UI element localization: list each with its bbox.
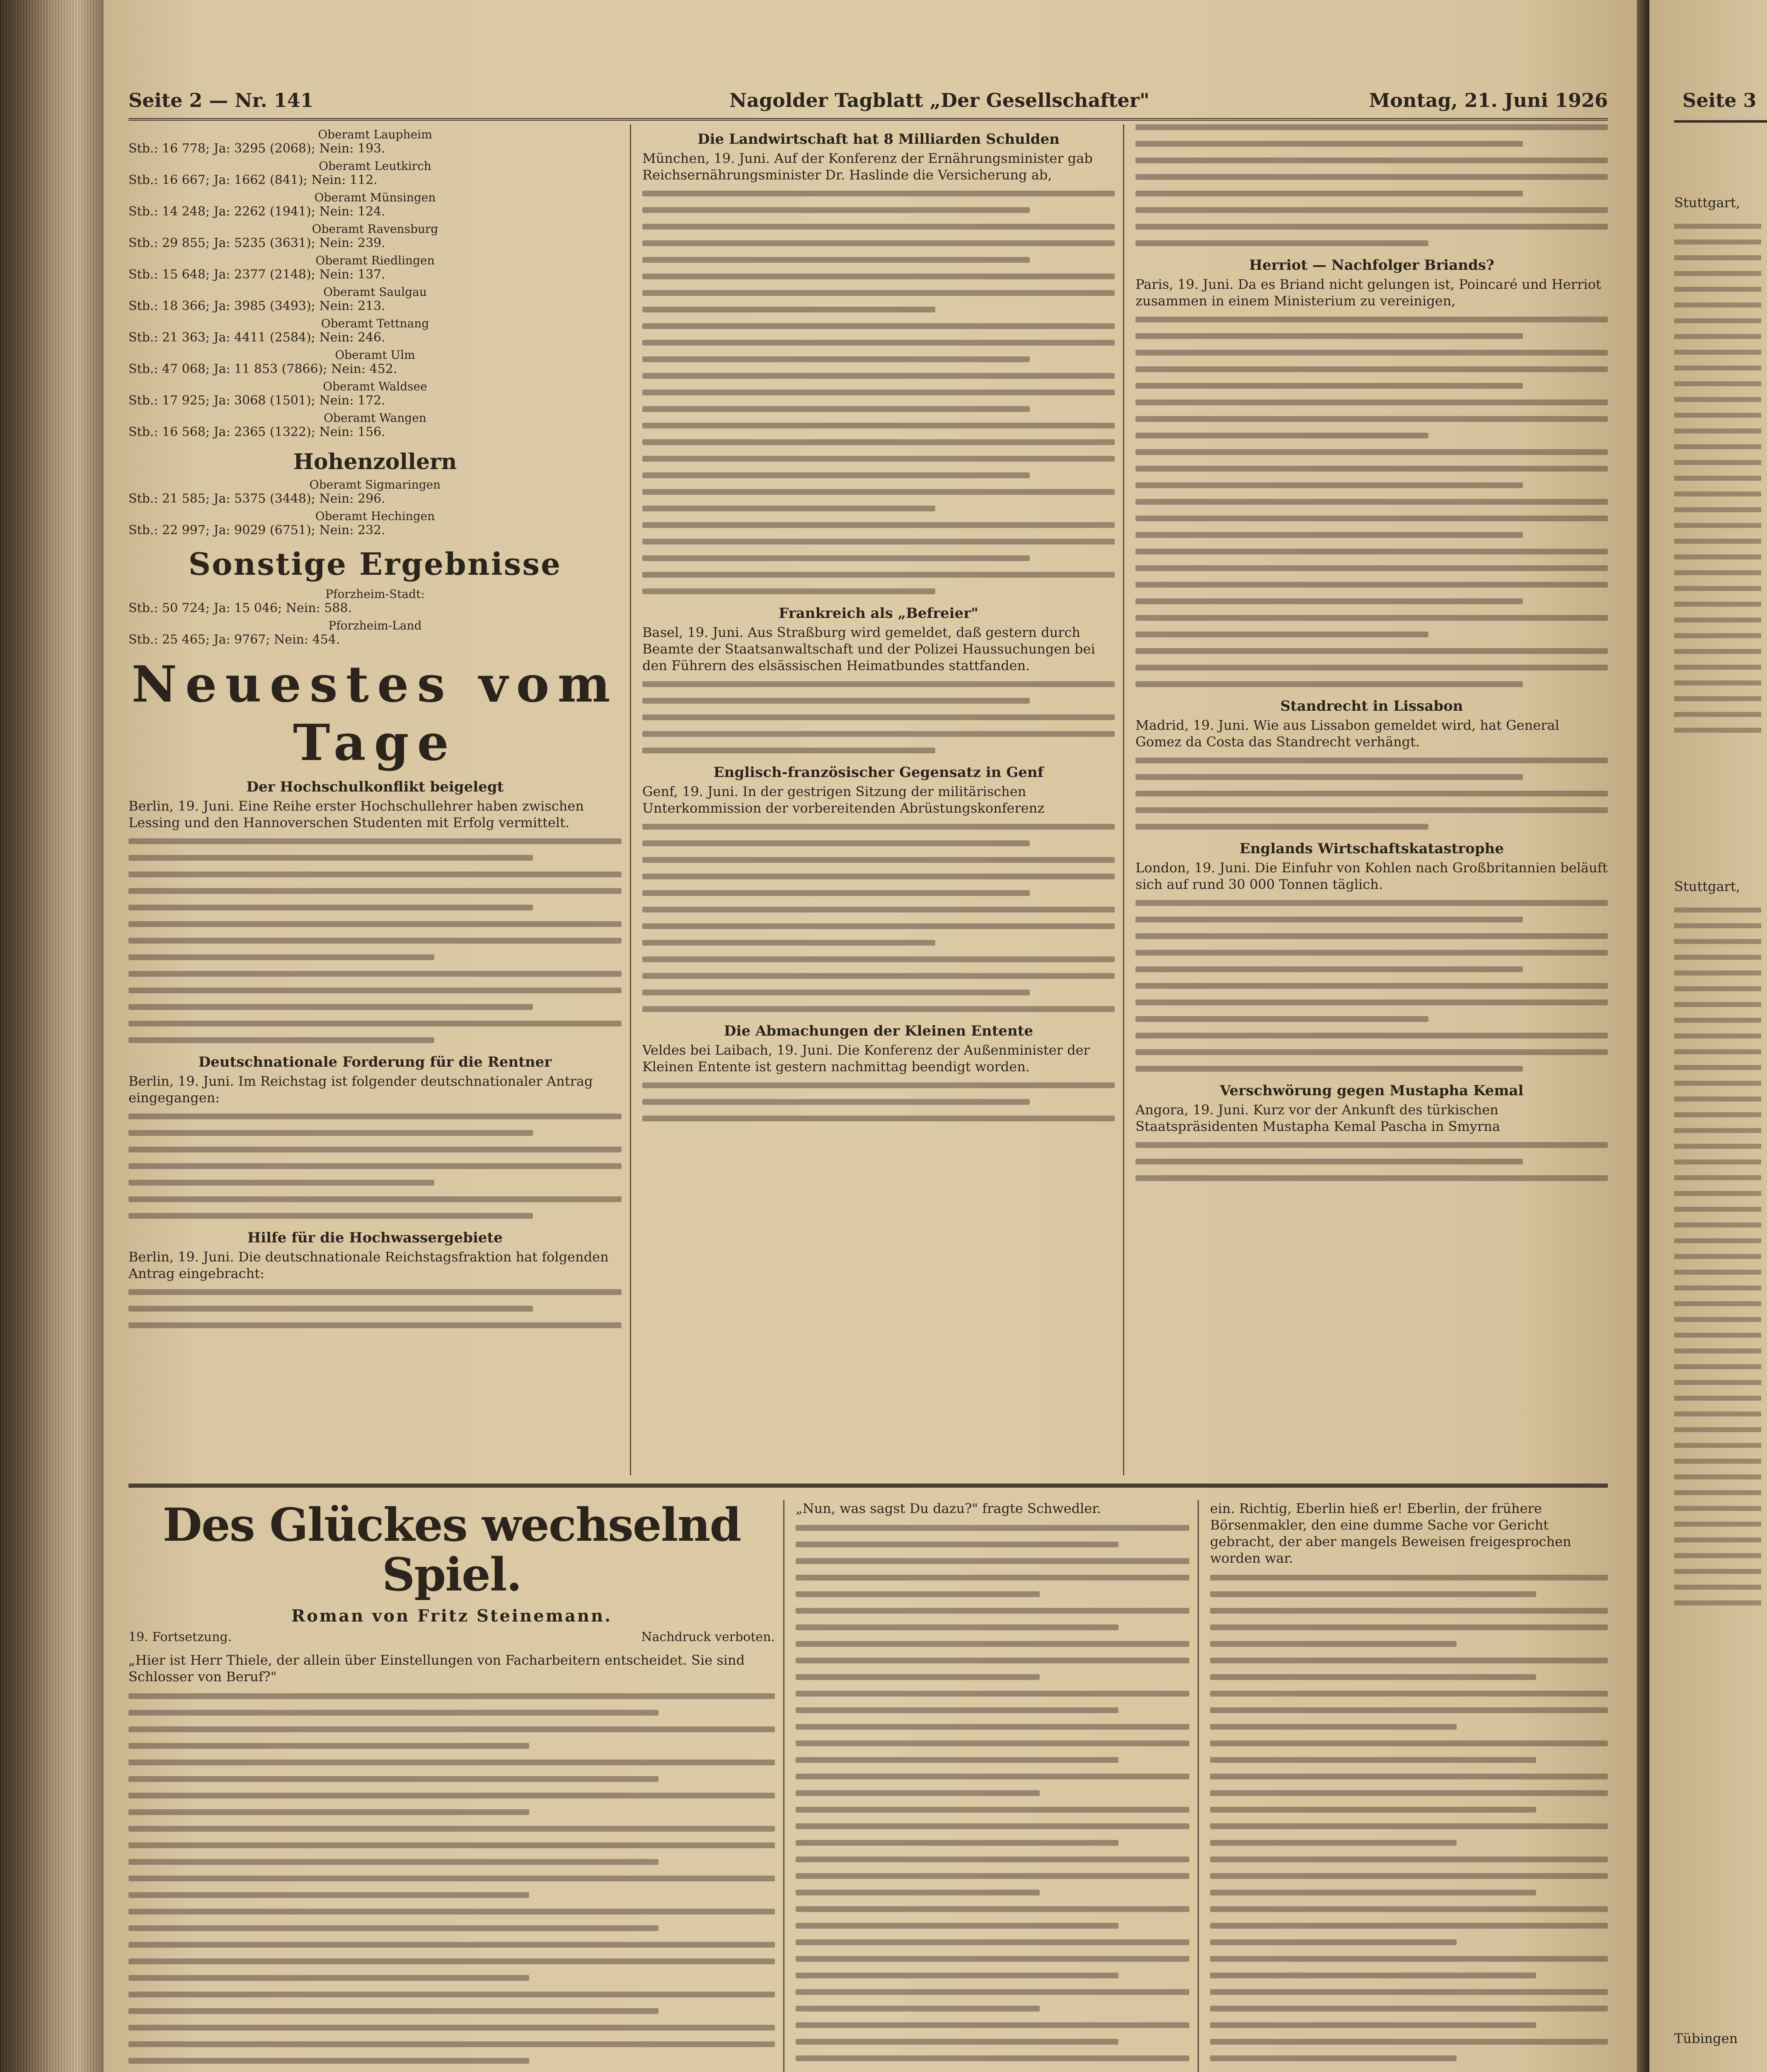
- novel-col2-first-line: „Nun, was sagst Du dazu?" fragte Schwedler.: [796, 1501, 1101, 1516]
- novel-body: [128, 1693, 775, 2072]
- result-office: Oberamt Laupheim: [318, 128, 432, 141]
- article-body: [128, 838, 622, 1043]
- column-divider: [783, 1500, 784, 2072]
- page-gutter: [1637, 0, 1649, 2072]
- result-votes: Stb.: 15 648; Ja: 2377 (2148); Nein: 137.: [128, 267, 385, 282]
- neuestes-heading: Neuestes vom Tage: [131, 655, 619, 772]
- column-divider: [1123, 124, 1124, 1475]
- article-lead: München, 19. Juni. Auf der Konferenz der Ernährungsminister gab Reichsernährungsminister Dr. Haslinde die Versicherung ab,: [642, 150, 1093, 183]
- novel-column-3: [1210, 1500, 1608, 2072]
- result-office: Oberamt Riedlingen: [315, 254, 435, 267]
- result-votes: Stb.: 17 925; Ja: 3068 (1501); Nein: 172.: [128, 393, 385, 408]
- result-office: Oberamt Leutkirch: [319, 159, 431, 173]
- column-1: [128, 124, 622, 1479]
- novel-body: [796, 1525, 1189, 2072]
- result-votes: Stb.: 16 778; Ja: 3295 (2068); Nein: 193.: [128, 141, 385, 156]
- result-votes: Stb.: 29 855; Ja: 5235 (3631); Nein: 239.: [128, 236, 385, 250]
- novel-column-1: [128, 1500, 775, 2072]
- article-body: [1135, 124, 1608, 246]
- result-votes: Stb.: 21 363; Ja: 4411 (2584); Nein: 246.: [128, 330, 385, 345]
- article-heading: Standrecht in Lissabon: [1280, 698, 1463, 714]
- next-page-text: [1674, 224, 1761, 743]
- article-heading: Die Abmachungen der Kleinen Entente: [724, 1023, 1033, 1039]
- article-heading: Englands Wirtschaftskatastrophe: [1239, 840, 1504, 857]
- article-heading: Verschwörung gegen Mustapha Kemal: [1220, 1082, 1524, 1099]
- novel-col3-first-line: ein. Richtig, Eberlin hieß er! Eberlin, der frühere Börsenmakler, den eine dumme Sache vor Gericht gebracht, der aber mangels Beweisen freigesprochen worden war.: [1210, 1501, 1571, 1566]
- result-office: Oberamt Münsingen: [314, 191, 436, 204]
- column-divider: [630, 124, 631, 1475]
- section-divider: [128, 1484, 1608, 1488]
- article-lead: Angora, 19. Juni. Kurz vor der Ankunft des türkischen Staatspräsidenten Mustapha Kemal Pascha in Smyrna: [1135, 1102, 1500, 1134]
- result-votes: Stb.: 14 248; Ja: 2262 (1941); Nein: 124.: [128, 204, 385, 219]
- next-page-text: [1674, 908, 1761, 1616]
- next-page-header: Seite 3: [1682, 89, 1757, 111]
- sonstige-heading: Sonstige Ergebnisse: [188, 547, 562, 582]
- reprint-notice: Nachdruck verboten.: [641, 1630, 775, 1644]
- page-number: Seite 2 — Nr. 141: [128, 89, 314, 111]
- result-office: Oberamt Ravensburg: [312, 222, 438, 236]
- article-body: [642, 1082, 1115, 1121]
- article-lead: Veldes bei Laibach, 19. Juni. Die Konferenz der Außenminister der Kleinen Entente ist gestern nachmittag beendigt worden.: [642, 1042, 1090, 1075]
- result-office: Oberamt Tettnang: [321, 317, 429, 330]
- result-office: Pforzheim-Land: [328, 619, 422, 632]
- article-heading: Die Landwirtschaft hat 8 Milliarden Schulden: [697, 131, 1060, 148]
- column-divider: [1198, 1500, 1199, 2072]
- result-votes: Stb.: 50 724; Ja: 15 046; Nein: 588.: [128, 601, 352, 615]
- article-body: [1135, 317, 1608, 687]
- result-office: Oberamt Wangen: [324, 411, 426, 425]
- article-heading: Deutschnationale Forderung für die Rentner: [198, 1054, 552, 1070]
- article-lead: London, 19. Juni. Die Einfuhr von Kohlen nach Großbritannien beläuft sich auf rund 30 000 Tonnen täglich.: [1135, 860, 1608, 892]
- results-list: [128, 128, 622, 439]
- result-office: Oberamt Ulm: [335, 348, 415, 362]
- article-body: [642, 191, 1115, 594]
- novel-body: [1210, 1575, 1608, 2072]
- article-body: [642, 681, 1115, 753]
- article-lead: Basel, 19. Juni. Aus Straßburg wird gemeldet, daß gestern durch Beamte der Staatsanwaltschaft und der Polizei Haussuchungen bei den Führern des elsässischen Heimatbundes stattfanden.: [642, 625, 1095, 673]
- next-page-snippet: Stuttgart,: [1674, 195, 1740, 211]
- article-lead: Berlin, 19. Juni. Die deutschnationale Reichstagsfraktion hat folgenden Antrag eingebracht:: [128, 1249, 609, 1281]
- next-page-rule: [1674, 120, 1767, 123]
- novel-title: Des Glückes wechselnd Spiel.: [162, 1500, 741, 1601]
- installment-number: 19. Fortsetzung.: [128, 1630, 232, 1644]
- article-heading: Der Hochschulkonflikt beigelegt: [246, 779, 504, 795]
- article-lead: Genf, 19. Juni. In der gestrigen Sitzung der militärischen Unterkommission der vorbereitenden Abrüstungskonferenz: [642, 784, 1045, 816]
- column-2: [642, 124, 1115, 1479]
- result-office: Oberamt Hechingen: [315, 509, 435, 523]
- result-votes: Stb.: 22 997; Ja: 9029 (6751); Nein: 232.: [128, 523, 385, 537]
- result-office: Oberamt Saulgau: [323, 285, 427, 299]
- result-office: Oberamt Sigmaringen: [309, 478, 441, 491]
- result-votes: Stb.: 16 568; Ja: 2365 (1322); Nein: 156.: [128, 425, 385, 439]
- next-page-snippet: Stuttgart,: [1674, 879, 1740, 894]
- article-heading: Englisch-französischer Gegensatz in Genf: [713, 764, 1044, 781]
- column-3: [1135, 124, 1608, 1479]
- article-lead: Berlin, 19. Juni. Eine Reihe erster Hochschullehrer haben zwischen Lessing und den Hannoverschen Studenten mit Erfolg vermittelt.: [128, 798, 584, 830]
- article-heading: Herriot — Nachfolger Briands?: [1249, 257, 1494, 274]
- result-votes: Stb.: 21 585; Ja: 5375 (3448); Nein: 296.: [128, 491, 385, 506]
- newspaper-page: [104, 0, 1637, 2072]
- result-votes: Stb.: 47 068; Ja: 11 853 (7866); Nein: 452.: [128, 362, 397, 376]
- novel-column-2: [796, 1500, 1189, 2072]
- issue-date: Montag, 21. Juni 1926: [1369, 89, 1608, 111]
- next-page-edge: [1649, 0, 1767, 2072]
- article-body: [128, 1113, 622, 1219]
- result-votes: Stb.: 25 465; Ja: 9767; Nein: 454.: [128, 632, 340, 647]
- book-binding: [0, 0, 104, 2072]
- article-body: [128, 1289, 622, 1328]
- page-header: [128, 89, 1608, 121]
- result-votes: Stb.: 16 667; Ja: 1662 (841); Nein: 112.: [128, 173, 378, 187]
- article-heading: Frankreich als „Befreier": [779, 605, 978, 622]
- hohenzollern-heading: Hohenzollern: [293, 449, 457, 474]
- novel-first-line: „Hier ist Herr Thiele, der allein über Einstellungen von Facharbeitern entscheidet. Sie sind Schlosser von Beruf?": [128, 1652, 745, 1685]
- article-body: [642, 824, 1115, 1012]
- result-office: Pforzheim-Stadt:: [325, 587, 425, 601]
- article-body: [1135, 758, 1608, 830]
- result-office: Oberamt Waldsee: [323, 380, 427, 393]
- article-body: [1135, 1142, 1608, 1181]
- newspaper-title: Nagolder Tagblatt „Der Gesellschafter": [729, 89, 1150, 111]
- article-lead: Berlin, 19. Juni. Im Reichstag ist folgender deutschnationaler Antrag eingegangen:: [128, 1073, 593, 1106]
- article-lead: Madrid, 19. Juni. Wie aus Lissabon gemeldet wird, hat General Gomez da Costa das Standrecht verhängt.: [1135, 717, 1559, 750]
- novel-author: Roman von Fritz Steinemann.: [291, 1606, 612, 1626]
- next-page-snippet: Tübingen: [1674, 2031, 1738, 2046]
- article-lead: Paris, 19. Juni. Da es Briand nicht gelungen ist, Poincaré und Herriot zusammen in einem Ministerium zu vereinigen,: [1135, 276, 1601, 309]
- result-votes: Stb.: 18 366; Ja: 3985 (3493); Nein: 213.: [128, 299, 385, 313]
- article-body: [1135, 900, 1608, 1072]
- article-heading: Hilfe für die Hochwassergebiete: [247, 1230, 503, 1246]
